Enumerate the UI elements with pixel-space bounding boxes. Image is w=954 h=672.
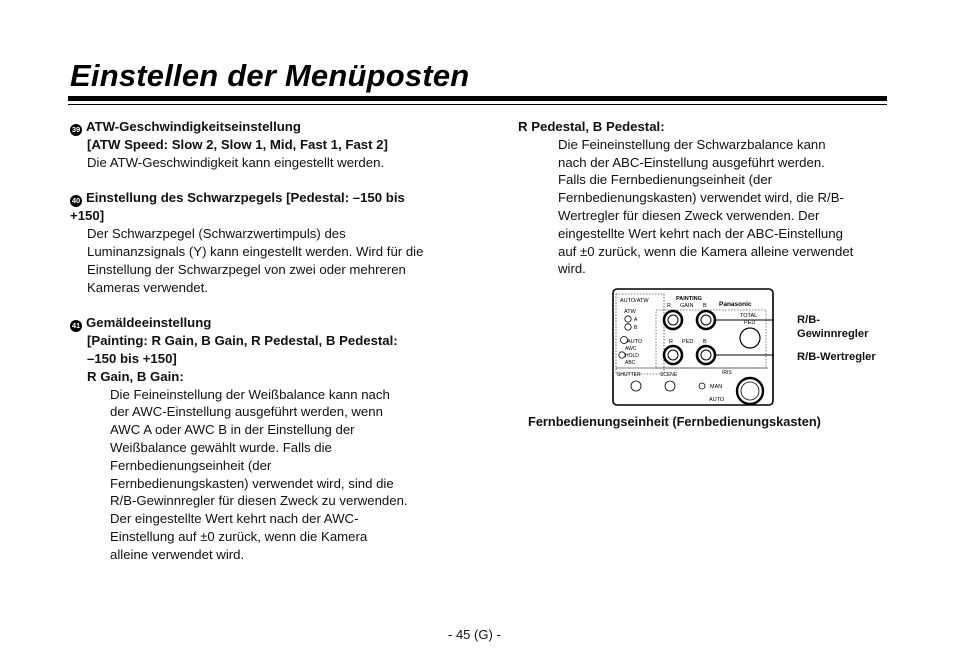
shutter-label: SHUTTER — [617, 372, 641, 378]
section-39 — [70, 118, 470, 172]
gain-knob-label — [797, 314, 869, 341]
body-line: auf ±0 zurück, wenn die Kamera alleine verwendet — [558, 243, 854, 259]
body-line: Der eingestellte Wert kehrt nach der AWC- — [110, 511, 359, 527]
page-number: - 45 (G) - — [448, 627, 501, 642]
body-line: wird. — [558, 261, 586, 277]
auto-iris-label: AUTO — [709, 397, 725, 403]
body-line: Kameras verwendet. — [87, 279, 208, 295]
man-label: MAN — [710, 384, 723, 390]
atw-label: ATW — [624, 309, 636, 315]
gain-knob-label-line1: R/B- — [797, 314, 820, 326]
gain-r-label: R — [667, 303, 671, 309]
body-line: Luminanzsignals (Y) kann eingestellt werden. Wird für die — [87, 243, 424, 259]
item-number-badge: 40 — [71, 196, 81, 206]
brand-logo: Panasonic — [719, 301, 752, 308]
autoatw-label: AUTO/ATW — [620, 298, 649, 304]
item-number-badge: 39 — [71, 125, 81, 134]
section-heading: ATW-Geschwindigkeitseinstellung — [86, 119, 301, 134]
section-40 — [70, 189, 470, 296]
pedestal-knob-label: R/B-Wertregler — [797, 351, 876, 363]
title-rule-thin — [68, 104, 887, 105]
ped-r-label: R — [669, 339, 673, 345]
section-heading: Gemäldeeinstellung — [86, 315, 212, 331]
total-label: TOTAL — [740, 313, 758, 319]
gain-heading: R Gain, B Gain: — [87, 368, 184, 384]
right-column — [518, 118, 898, 278]
body-line: Der Schwarzpegel (Schwarzwertimpuls) des — [87, 226, 346, 242]
body-line: nach der ABC-Einstellung ausgeführt werden. — [558, 154, 825, 170]
b-label: B — [634, 325, 638, 331]
section-heading-cont: +150] — [70, 208, 105, 224]
left-column — [70, 118, 470, 564]
body-line: AWC A oder AWC B in der Einstellung der — [110, 422, 355, 438]
gain-b-label: B — [703, 303, 707, 309]
section-subheading: [ATW Speed: Slow 2, Slow 1, Mid, Fast 1, Fast 2] — [87, 137, 388, 152]
ped-label: PED — [682, 339, 694, 345]
section-subheading: [Painting: R Gain, B Gain, R Pedestal, B Pedestal: — [87, 333, 398, 349]
awc-label: AWC — [625, 346, 637, 352]
page-title: Einstellen der Menüposten — [70, 58, 470, 93]
body-line: Einstellung der Schwarzpegel von zwei oder mehreren — [87, 261, 406, 277]
iris-label: IRIS — [722, 370, 732, 376]
a-label: A — [634, 317, 638, 323]
remote-control-panel-figure — [612, 288, 774, 406]
painting-label: PAINTING — [676, 296, 702, 302]
body-line: alleine verwendet wird. — [110, 546, 245, 562]
ped-b-label: B — [703, 339, 707, 345]
figure-caption: Fernbedienungseinheit (Fernbedienungskasten) — [528, 414, 821, 429]
body-line: Fernbedienungskasten) verwendet wird, sind die — [110, 475, 394, 491]
body-line: Die Feineinstellung der Weißbalance kann nach — [110, 386, 390, 402]
body-line: eingestellte Wert kehrt nach der ABC-Einstellung — [558, 225, 843, 241]
body-line: Weißbalance gewählt wurde. Falls die — [110, 439, 332, 455]
total-ped-label: PED — [744, 320, 756, 326]
abc-label: ABC — [625, 360, 636, 366]
body-line: Wertregler für diesen Zweck verwenden. Der — [558, 207, 820, 223]
total-ped-knob — [740, 328, 760, 348]
body-line: Fernbedienungskasten) verwendet wird, die R/B- — [558, 190, 844, 206]
body-line: der AWC-Einstellung ausgeführt werden, wenn — [110, 404, 383, 420]
section-heading: Einstellung des Schwarzpegels [Pedestal: –150 bis — [86, 190, 405, 206]
hold-label: HOLD — [625, 353, 639, 359]
scene-label: SCENE — [660, 372, 678, 378]
body-line: Die Feineinstellung der Schwarzbalance kann — [558, 136, 826, 152]
body-line: R/B-Gewinnregler für diesen Zweck zu verwenden. — [110, 493, 408, 509]
body-line: Fernbedienungseinheit (der — [110, 457, 272, 473]
body-line: Falls die Fernbedienungseinheit (der — [558, 172, 773, 188]
body-line: Einstellung auf ±0 zurück, wenn die Kamera — [110, 528, 368, 544]
auto-label: AUTO — [627, 339, 643, 345]
gain-knob-label-line2: Gewinnregler — [797, 327, 869, 340]
section-subheading: –150 bis +150] — [87, 350, 177, 366]
section-41 — [70, 314, 470, 563]
pedestal-heading: R Pedestal, B Pedestal: — [518, 119, 665, 134]
title-rule-thick — [68, 96, 887, 101]
item-number-badge: 41 — [71, 321, 81, 331]
gain-label: GAIN — [680, 303, 694, 309]
section-body: Die ATW-Geschwindigkeit kann eingestellt werden. — [87, 154, 385, 170]
